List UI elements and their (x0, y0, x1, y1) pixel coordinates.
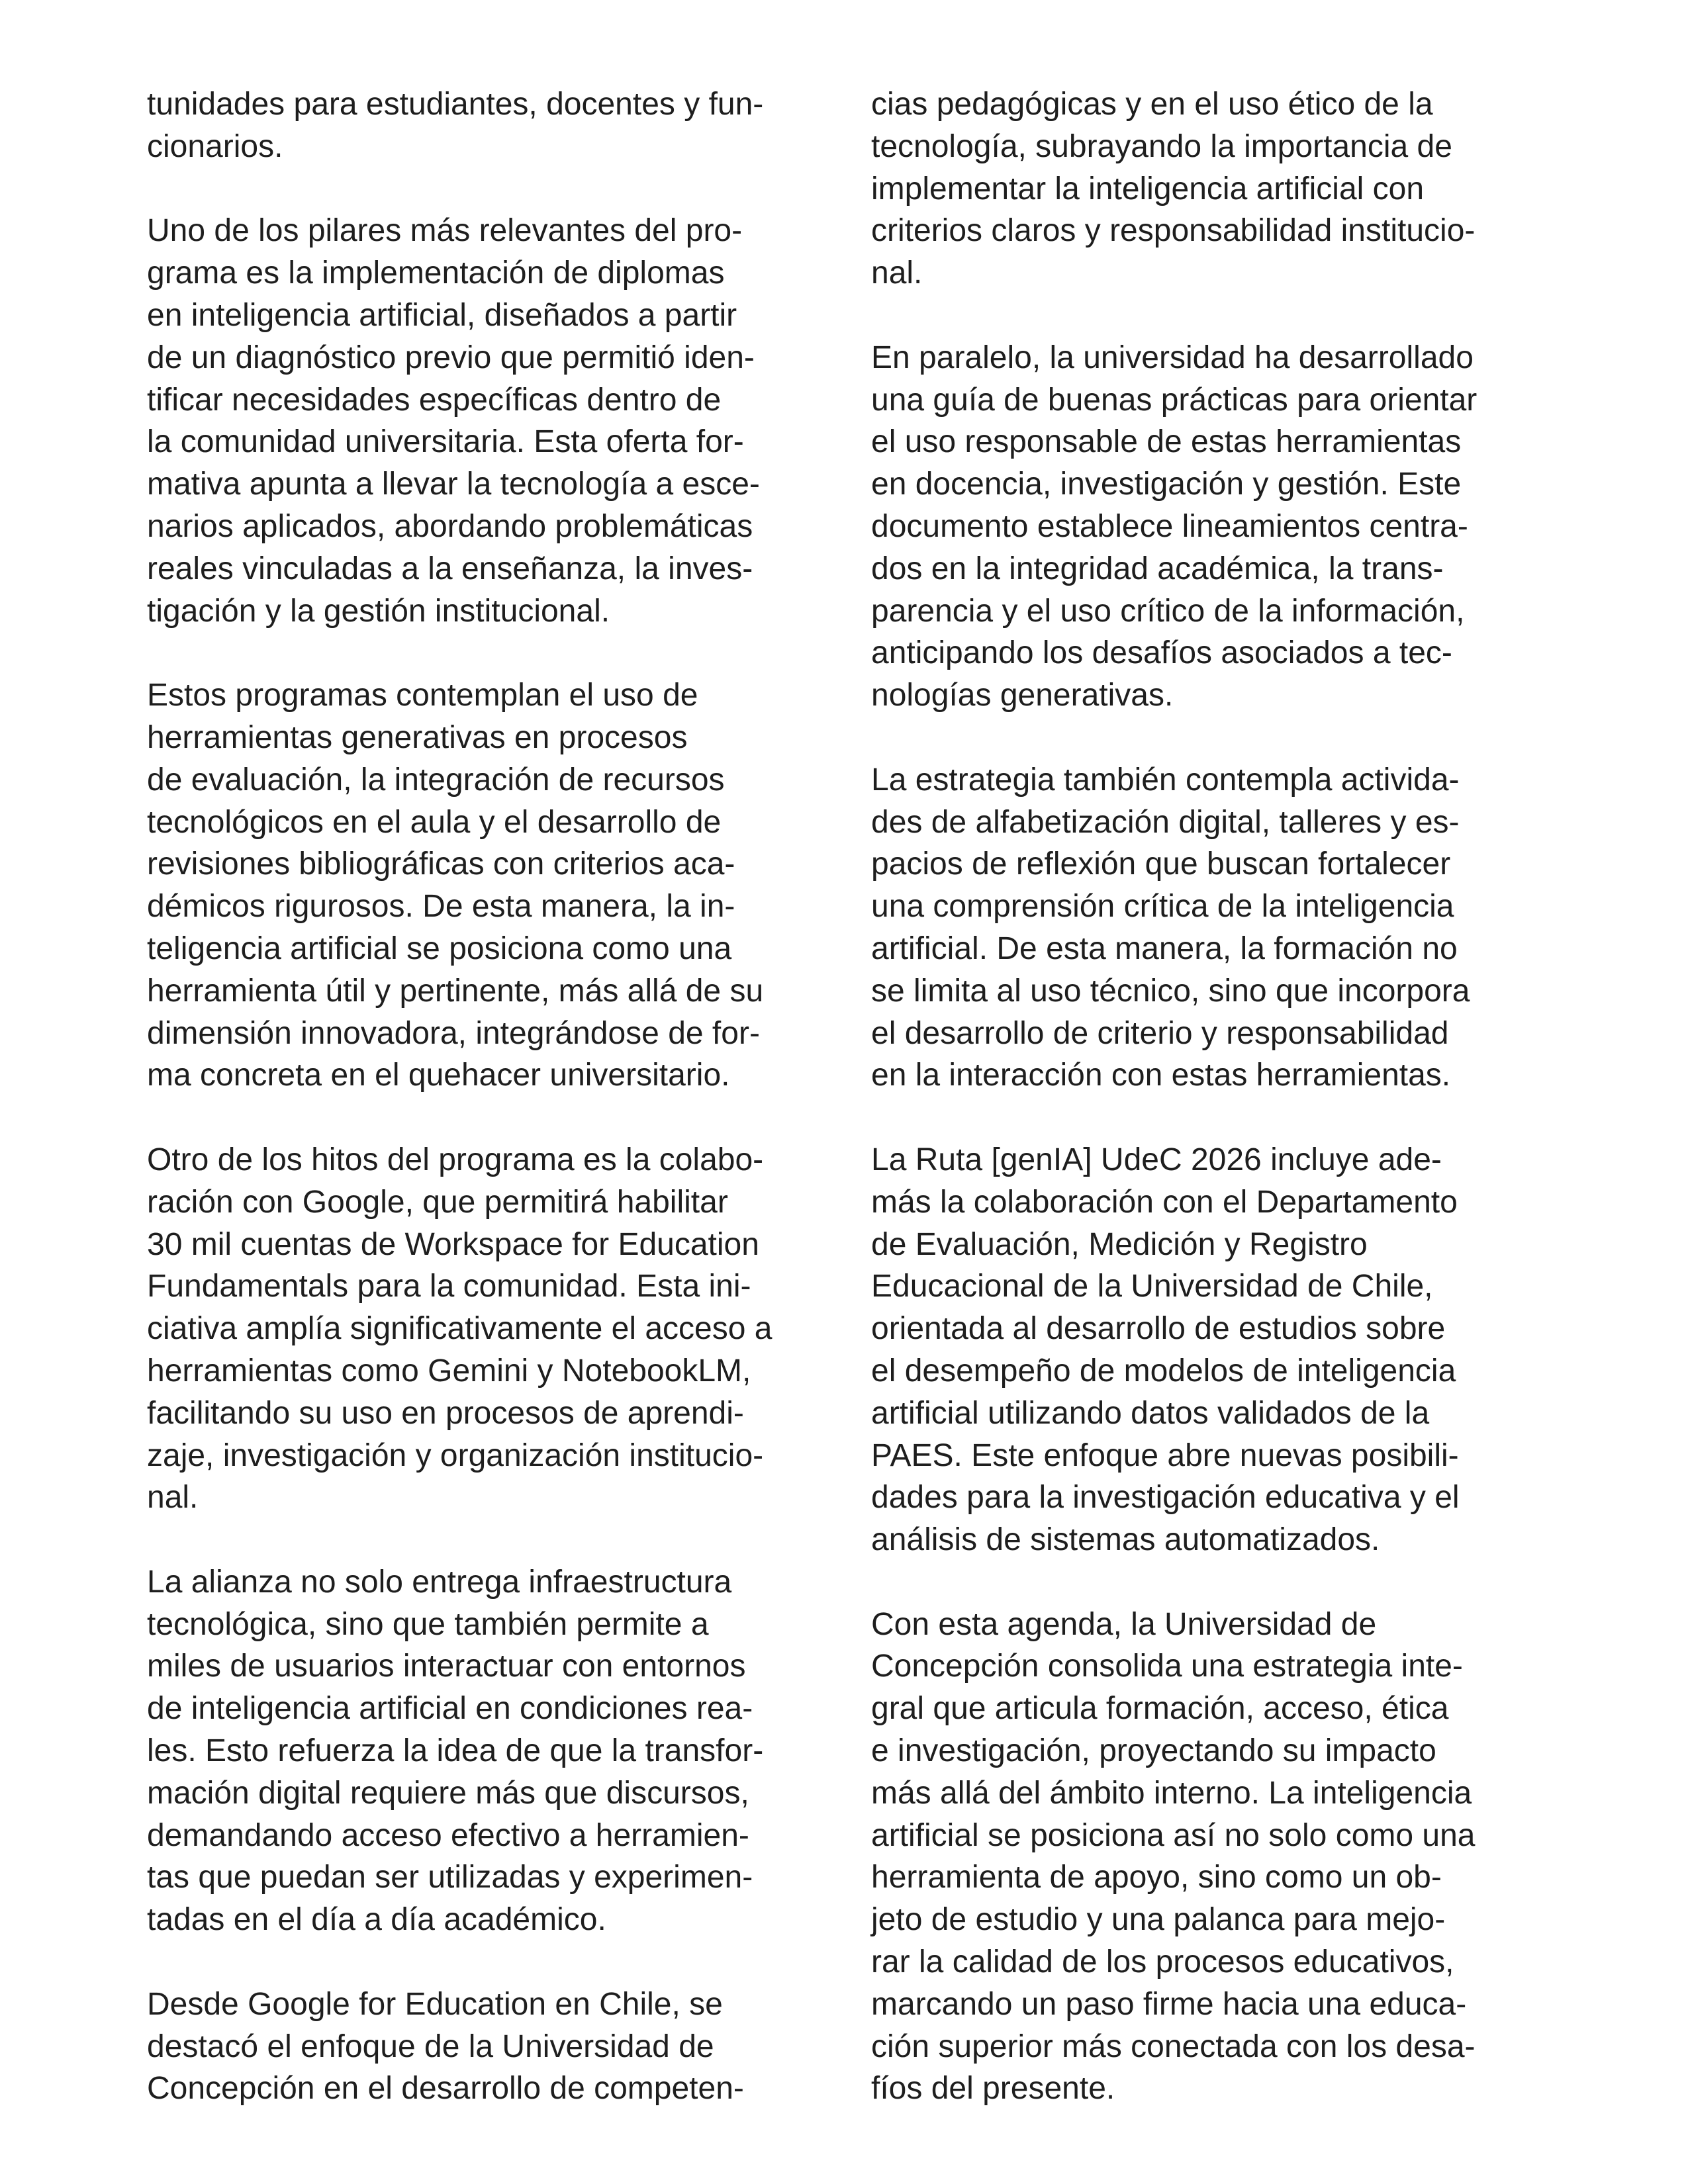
text-line: análisis de sistemas automatizados. (871, 1522, 1380, 1558)
text-line: PAES. Este enfoque abre nuevas posibili- (871, 1437, 1459, 1473)
text-line: cias pedagógicas y en el uso ético de la (871, 87, 1433, 122)
text-line: la comunidad universitaria. Esta oferta for- (147, 424, 744, 460)
text-line: nal. (147, 1480, 199, 1516)
text-line: reales vinculadas a la enseñanza, la inves- (147, 551, 753, 586)
text-line: el uso responsable de estas herramientas (871, 424, 1462, 460)
text-line: nal. (871, 255, 923, 291)
right-column (871, 83, 1560, 2152)
paragraph (871, 1139, 1560, 1561)
text-line: mativa apunta a llevar la tecnología a esce- (147, 467, 760, 502)
text-line: documento establece lineamientos centra- (871, 508, 1468, 544)
text-line: gral que articula formación, acceso, ética (871, 1691, 1449, 1727)
text-line: Fundamentals para la comunidad. Esta ini- (147, 1269, 751, 1304)
text-line: artificial se posiciona así no solo como una (871, 1817, 1476, 1853)
text-line: Uno de los pilares más relevantes del pro- (147, 213, 743, 249)
text-line: Educacional de la Universidad de Chile, (871, 1269, 1433, 1304)
paragraph (147, 674, 835, 1097)
text-line: ración con Google, que permitirá habilitar (147, 1184, 728, 1220)
paragraph (147, 1139, 835, 1519)
text-line: mación digital requiere más que discursos, (147, 1775, 749, 1811)
text-line: Desde Google for Education en Chile, se (147, 1986, 723, 2022)
text-line: miles de usuarios interactuar con entornos (147, 1649, 746, 1684)
text-line: Concepción consolida una estrategia inte- (871, 1649, 1463, 1684)
text-line: el desarrollo de criterio y responsabilidad (871, 1015, 1449, 1051)
text-line: revisiones bibliográficas con criterios aca- (147, 846, 735, 882)
text-line: La alianza no solo entrega infraestructura (147, 1564, 732, 1600)
text-line: e investigación, proyectando su impacto (871, 1733, 1436, 1769)
text-line: de inteligencia artificial en condiciones rea- (147, 1691, 753, 1727)
text-line: artificial. De esta manera, la formación no (871, 931, 1458, 966)
text-line: démicos rigurosos. De esta manera, la in- (147, 889, 735, 925)
text-line: cionarios. (147, 128, 283, 164)
text-line: ciativa amplía significativamente el acceso a (147, 1311, 773, 1347)
text-line: de un diagnóstico previo que permitió iden- (147, 340, 755, 375)
text-line: narios aplicados, abordando problemáticas (147, 508, 753, 544)
text-line: dos en la integridad académica, la trans- (871, 551, 1444, 586)
text-line: destacó el enfoque de la Universidad de (147, 2028, 714, 2064)
text-line: tunidades para estudiantes, docentes y fun- (147, 87, 764, 122)
paragraph (871, 83, 1560, 295)
paragraph (147, 83, 835, 168)
text-line: les. Esto refuerza la idea de que la transfor- (147, 1733, 764, 1769)
text-line: pacios de reflexión que buscan fortalecer (871, 846, 1451, 882)
text-line: el desempeño de modelos de inteligencia (871, 1353, 1456, 1388)
paragraph (147, 1561, 835, 1941)
text-line: tecnológica, sino que también permite a (147, 1606, 709, 1642)
text-line: demandando acceso efectivo a herramien- (147, 1817, 749, 1853)
text-line: ción superior más conectada con los desa- (871, 2028, 1476, 2064)
text-line: dades para la investigación educativa y el (871, 1480, 1460, 1516)
text-line: facilitando su uso en procesos de aprendi- (147, 1395, 744, 1431)
text-line: tigación y la gestión institucional. (147, 593, 610, 629)
text-line: implementar la inteligencia artificial con (871, 171, 1425, 206)
text-line: herramienta útil y pertinente, más allá de su (147, 973, 764, 1009)
text-line: des de alfabetización digital, talleres y es- (871, 804, 1460, 840)
text-line: grama es la implementación de diplomas (147, 255, 725, 291)
text-line: teligencia artificial se posiciona como una (147, 931, 732, 966)
text-line: de Evaluación, Medición y Registro (871, 1226, 1368, 1262)
text-line: tecnología, subrayando la importancia de (871, 128, 1452, 164)
text-line: tas que puedan ser utilizadas y experimen- (147, 1860, 753, 1895)
text-line: La estrategia también contempla activida- (871, 762, 1460, 797)
text-line: tificar necesidades específicas dentro de (147, 382, 722, 418)
text-line: tadas en el día a día académico. (147, 1902, 606, 1938)
text-line: dimensión innovadora, integrándose de for- (147, 1015, 760, 1051)
paragraph (871, 1604, 1560, 2111)
text-line: Otro de los hitos del programa es la colabo- (147, 1142, 764, 1177)
text-line: una guía de buenas prácticas para orientar (871, 382, 1477, 418)
text-line: Concepción en el desarrollo de competen- (147, 2071, 744, 2107)
text-line: nologías generativas. (871, 678, 1174, 713)
text-line: zaje, investigación y organización instituciо- (147, 1437, 764, 1473)
text-line: en inteligencia artificial, diseñados a partir (147, 297, 737, 333)
text-line: artificial utilizando datos validados de la (871, 1395, 1430, 1431)
text-line: Estos programas contemplan el uso de (147, 678, 698, 713)
text-line: jeto de estudio y una palanca para mejo- (871, 1902, 1446, 1938)
text-line: en la interacción con estas herramientas. (871, 1058, 1451, 1093)
paragraph (871, 337, 1560, 717)
paragraph (147, 210, 835, 632)
text-line: anticipando los desafíos asociados a tec- (871, 635, 1452, 671)
text-line: de evaluación, la integración de recursos (147, 762, 725, 797)
text-line: fíos del presente. (871, 2071, 1115, 2107)
text-line: una comprensión crítica de la inteligencia (871, 889, 1454, 925)
text-line: La Ruta [genIA] UdeC 2026 incluye ade- (871, 1142, 1442, 1177)
text-line: Con esta agenda, la Universidad de (871, 1606, 1377, 1642)
text-line: herramienta de apoyo, sino como un ob- (871, 1860, 1442, 1895)
left-column (147, 83, 835, 2152)
text-line: herramientas como Gemini y NotebookLM, (147, 1353, 751, 1388)
text-line: más la colaboración con el Departamento (871, 1184, 1458, 1220)
text-line: en docencia, investigación y gestión. Este (871, 467, 1462, 502)
text-line: rar la calidad de los procesos educativos, (871, 1944, 1454, 1980)
text-line: 30 mil cuentas de Workspace for Education (147, 1226, 759, 1262)
paragraph (871, 759, 1560, 1097)
text-line: parencia y el uso crítico de la información, (871, 593, 1465, 629)
text-line: orientada al desarrollo de estudios sobre (871, 1311, 1446, 1347)
text-line: herramientas generativas en procesos (147, 719, 688, 755)
text-line: En paralelo, la universidad ha desarrollado (871, 340, 1474, 375)
paragraph (147, 1983, 835, 2110)
text-line: tecnológicos en el aula y el desarrollo de (147, 804, 722, 840)
text-line: se limita al uso técnico, sino que incorpora (871, 973, 1470, 1009)
text-line: ma concreta en el quehacer universitario. (147, 1058, 730, 1093)
text-line: marcando un paso firme hacia una educa- (871, 1986, 1467, 2022)
text-line: criterios claros y responsabilidad institucio- (871, 213, 1476, 249)
text-line: más allá del ámbito interno. La inteligencia (871, 1775, 1472, 1811)
